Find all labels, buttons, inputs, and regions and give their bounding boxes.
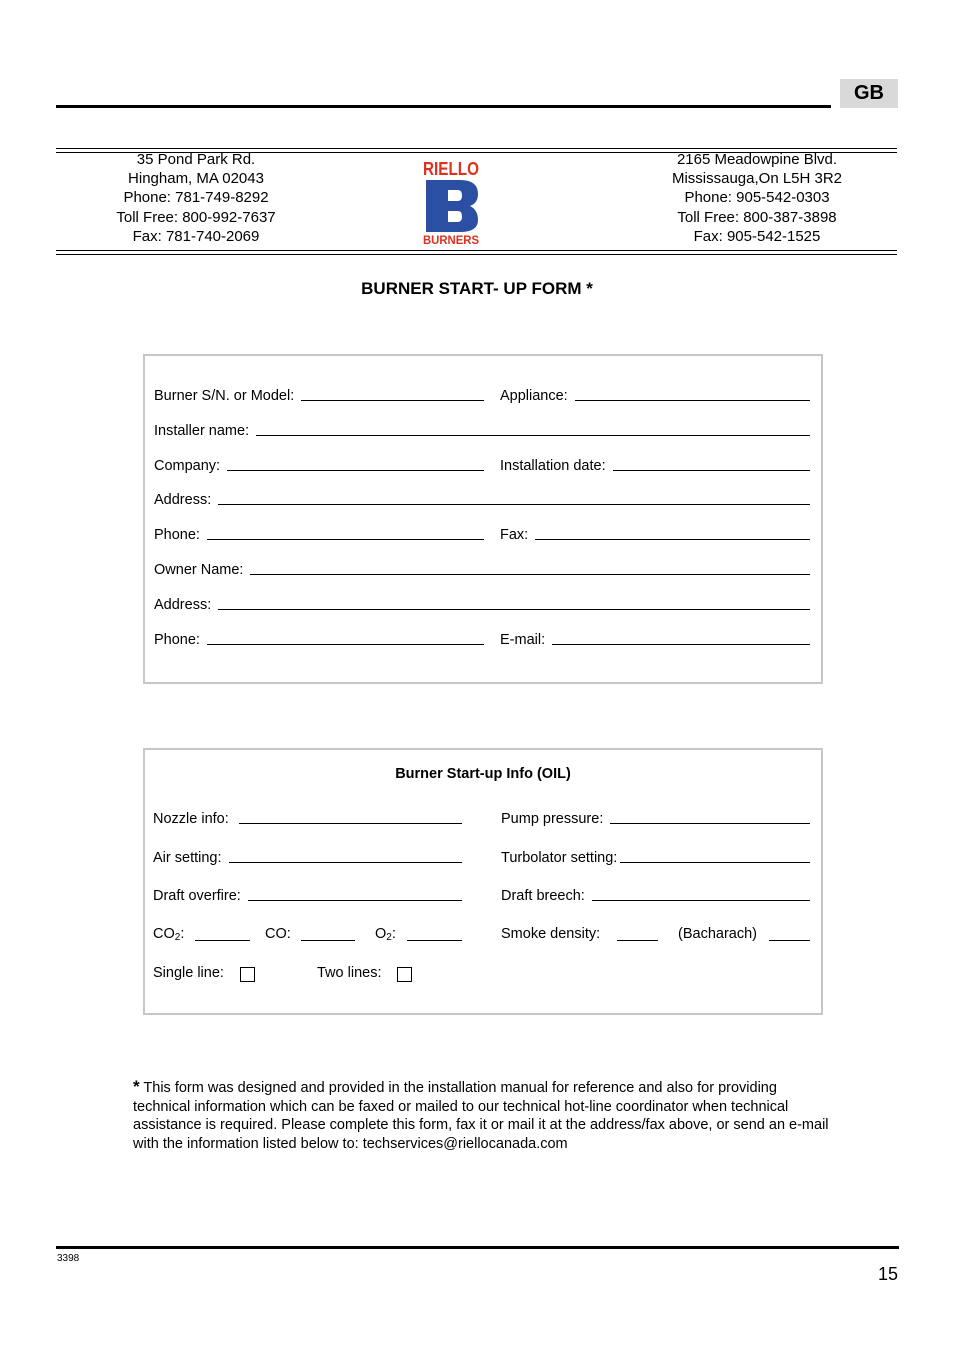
- phone-field[interactable]: [154, 527, 484, 543]
- email-label: E-mail:: [500, 632, 546, 648]
- burner-sn-field[interactable]: [154, 388, 484, 404]
- page-number: 15: [877, 1264, 898, 1284]
- air-setting-label: Air setting:: [153, 850, 222, 866]
- owner-name-line[interactable]: [250, 573, 810, 575]
- canada-address-line: Phone: 905-542-0303: [684, 189, 830, 207]
- logo-bottom-text: BURNERS: [423, 233, 479, 247]
- o2-line[interactable]: [407, 940, 462, 941]
- address-rule-bottom-1: [56, 250, 897, 251]
- company-line[interactable]: [227, 469, 484, 471]
- appliance-label: Appliance:: [500, 388, 568, 404]
- email-line[interactable]: [552, 643, 810, 645]
- fax-field[interactable]: [500, 527, 810, 543]
- owner-phone-line[interactable]: [207, 643, 484, 645]
- fax-line[interactable]: [535, 538, 810, 540]
- pump-pressure-line[interactable]: [610, 822, 810, 824]
- phone-line[interactable]: [207, 538, 484, 540]
- draft-overfire-field[interactable]: [153, 888, 462, 904]
- air-setting-field[interactable]: [153, 850, 462, 866]
- co-label: CO:: [265, 926, 291, 942]
- owner-address-field[interactable]: [154, 597, 810, 613]
- company-field[interactable]: [154, 458, 484, 474]
- co2-label: [153, 926, 184, 943]
- two-lines-label: Two lines:: [317, 965, 382, 981]
- company-label: Company:: [154, 458, 221, 474]
- bacharach-line[interactable]: [769, 940, 810, 941]
- draft-breech-line[interactable]: [592, 899, 810, 901]
- fax-label: Fax:: [500, 527, 529, 543]
- owner-name-field[interactable]: [154, 562, 810, 578]
- address-line[interactable]: [218, 503, 810, 505]
- co2-subscript: 2: [174, 932, 181, 943]
- owner-name-label: Owner Name:: [154, 562, 244, 578]
- address-rule-top-1: [56, 148, 897, 149]
- address-label: Address:: [154, 492, 212, 508]
- footer-rule: [56, 1246, 899, 1249]
- o2-subscript: 2: [386, 932, 392, 943]
- canada-address-line: Mississauga,On L5H 3R2: [671, 170, 843, 188]
- nozzle-info-line[interactable]: [239, 822, 462, 824]
- turbolator-setting-field[interactable]: [501, 850, 810, 866]
- installation-date-label: Installation date:: [500, 458, 606, 474]
- owner-address-label: Address:: [154, 597, 212, 613]
- co2-colon: :: [180, 926, 185, 942]
- footnote: [133, 1078, 838, 1153]
- co-line[interactable]: [301, 940, 355, 941]
- logo-top-text: RIELLO: [423, 159, 479, 179]
- footnote-star: *: [133, 1077, 140, 1096]
- turbolator-setting-line[interactable]: [620, 861, 810, 863]
- appliance-line[interactable]: [575, 399, 810, 401]
- single-line-label: Single line:: [153, 965, 224, 981]
- installation-date-line[interactable]: [613, 469, 810, 471]
- phone-label: Phone:: [154, 527, 200, 543]
- us-address-line: Fax: 781-740-2069: [132, 227, 260, 245]
- us-address: [66, 150, 326, 246]
- installer-name-field[interactable]: [154, 423, 810, 439]
- burner-sn-label: Burner S/N. or Model:: [154, 388, 295, 404]
- o2-label-text: O: [375, 926, 387, 942]
- canada-address-line: Fax: 905-542-1525: [693, 227, 821, 245]
- turbolator-setting-label: Turbolator setting:: [501, 850, 618, 866]
- co2-line[interactable]: [195, 940, 250, 941]
- logo-b-shape: [426, 180, 478, 232]
- co2-label-text: CO: [153, 926, 175, 942]
- footnote-text: This form was designed and provided in the installation manual for reference and also for providing technical information which can be faxed or mailed to our technical hot-line coordinator when technical assistance is required. Please complete this form, fax it or mail it at the address/fax above, or send an e-mail with the information listed below to: techservices@riellocanada.com: [133, 1080, 829, 1152]
- us-address-line: 35 Pond Park Rd.: [136, 151, 256, 168]
- two-lines-checkbox[interactable]: [397, 967, 412, 982]
- us-address-line: Hingham, MA 02043: [128, 170, 264, 188]
- nozzle-info-label: Nozzle info:: [153, 811, 229, 827]
- form-title: BURNER START- UP FORM *: [361, 279, 593, 298]
- address-field[interactable]: [154, 492, 810, 508]
- bacharach-label: (Bacharach): [678, 926, 757, 942]
- o2-colon: :: [391, 926, 396, 942]
- address-rule-bottom-2: [56, 254, 897, 255]
- owner-address-line[interactable]: [218, 608, 810, 610]
- pump-pressure-label: Pump pressure:: [501, 811, 604, 827]
- email-field[interactable]: [500, 632, 810, 648]
- installation-date-field[interactable]: [500, 458, 810, 474]
- installer-name-line[interactable]: [256, 434, 810, 436]
- owner-phone-field[interactable]: [154, 632, 484, 648]
- oil-info-title: Burner Start-up Info (OIL): [395, 766, 571, 782]
- smoke-density-label: Smoke density:: [501, 926, 601, 942]
- document-code: 3398: [57, 1253, 80, 1264]
- canada-address: [627, 150, 887, 246]
- riello-burners-logo: [418, 156, 484, 248]
- language-tag: GB: [840, 79, 898, 108]
- nozzle-info-field[interactable]: [153, 811, 462, 827]
- us-address-line: Phone: 781-749-8292: [123, 189, 269, 207]
- appliance-field[interactable]: [500, 388, 810, 404]
- draft-overfire-label: Draft overfire:: [153, 888, 241, 904]
- canada-address-line: Toll Free: 800-387-3898: [677, 208, 837, 226]
- draft-overfire-line[interactable]: [248, 899, 462, 901]
- draft-breech-field[interactable]: [501, 888, 810, 904]
- single-line-checkbox[interactable]: [240, 967, 255, 982]
- draft-breech-label: Draft breech:: [501, 888, 585, 904]
- installer-name-label: Installer name:: [154, 423, 250, 439]
- o2-label: [375, 926, 396, 943]
- pump-pressure-field[interactable]: [501, 811, 810, 827]
- air-setting-line[interactable]: [229, 861, 463, 863]
- us-address-line: Toll Free: 800-992-7637: [116, 208, 276, 226]
- burner-sn-line[interactable]: [301, 399, 484, 401]
- owner-phone-label: Phone:: [154, 632, 200, 648]
- smoke-density-line[interactable]: [617, 940, 658, 941]
- canada-address-line: 2165 Meadowpine Blvd.: [676, 151, 838, 168]
- header-rule: [56, 105, 831, 108]
